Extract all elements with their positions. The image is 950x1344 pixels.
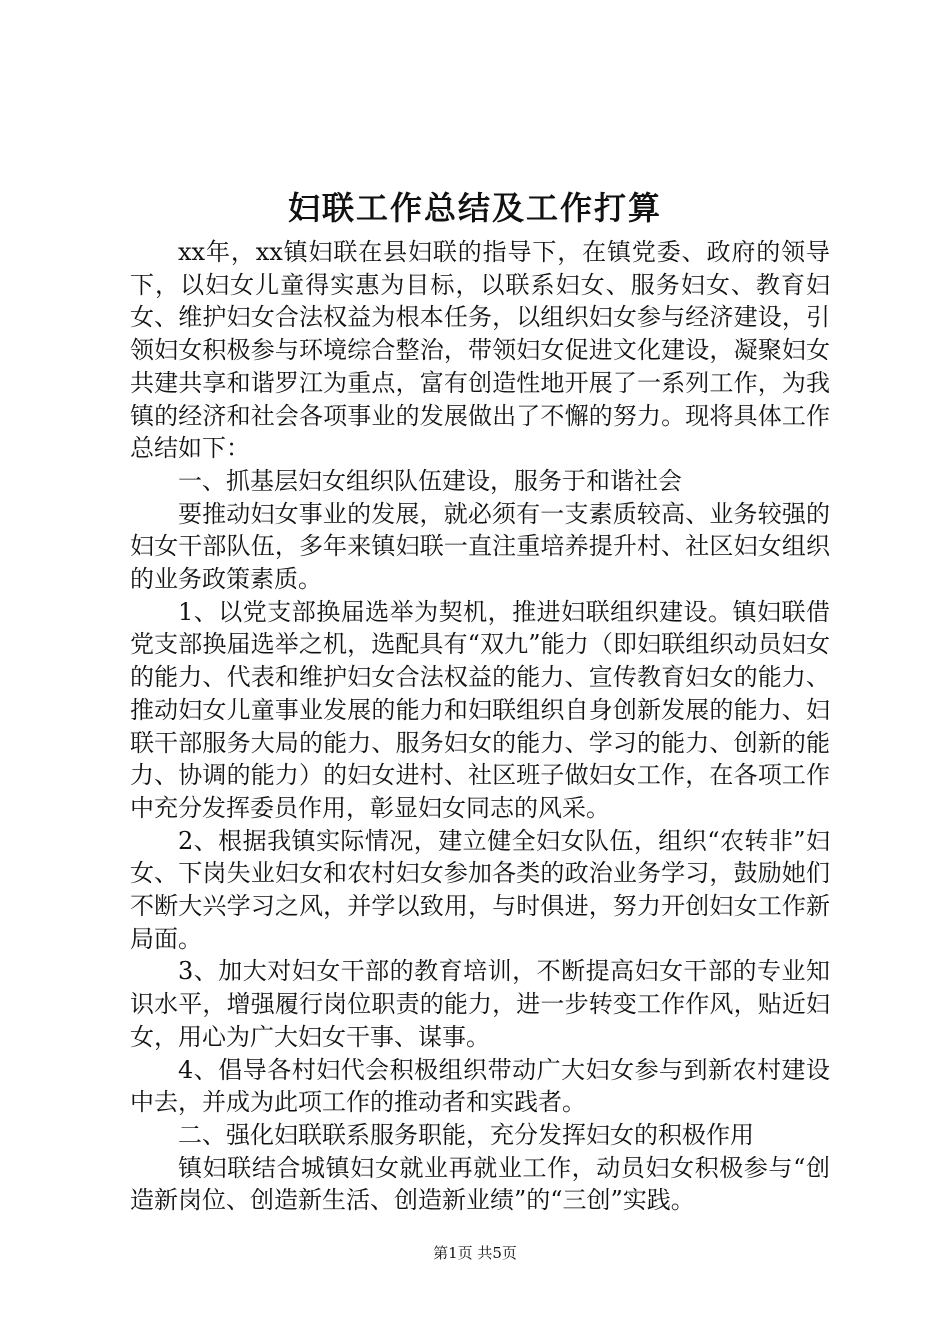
document-title: 妇联工作总结及工作打算 [287,189,662,227]
paragraph: 要推动妇女事业的发展，就必须有一支素质较高、业务较强的妇女干部队伍，多年来镇妇联一直注重培养提升村、社区妇女组织的业务政策素质。 [130,499,830,594]
list-item-3: 3、加大对妇女干部的教育培训，不断提高妇女干部的专业知识水平，增强履行岗位职责的能力，进一步转变工作作风，贴近妇女，用心为广大妇女干事、谋事。 [130,957,830,1051]
document-body [130,236,830,1217]
paragraph: 镇妇联结合城镇妇女就业再就业工作，动员妇女积极参与“创造新岗位、创造新生活、创造新业绩”的“三创”实践。 [130,1153,830,1215]
section-heading-1: 一、抓基层妇女组织队伍建设，服务于和谐社会 [178,466,682,495]
paragraph-intro: xx年，xx镇妇联在县妇联的指导下，在镇党委、政府的领导下，以妇女儿童得实惠为目标，以联系妇女、服务妇女、教育妇女、维护妇女合法权益为根本任务，以组织妇女参与经济建设，引领妇女积极参与环境综合整治，带领妇女促进文化建设，凝聚妇女共建共享和谐罗江为重点，富有创造性地开展了一系列工作，为我镇的经济和社会各项事业的发展做出了不懈的努力。现将具体工作总结如下： [130,238,830,463]
list-item-2: 2、根据我镇实际情况，建立健全妇女队伍，组织“农转非”妇女、下岗失业妇女和农村妇女参加各类的政治业务学习，鼓励她们不断大兴学习之风，并学以致用，与时俱进，努力开创妇女工作新局面。 [130,826,830,953]
section-heading-2: 二、强化妇联联系服务职能，充分发挥妇女的积极作用 [178,1120,754,1149]
page-number-footer: 第1页 共5页 [433,1244,517,1262]
list-item-4: 4、倡导各村妇代会积极组织带动广大妇女参与到新农村建设中去，并成为此项工作的推动者和实践者。 [130,1055,830,1117]
list-item-1: 1、以党支部换届选举为契机，推进妇联组织建设。镇妇联借党支部换届选举之机，选配具有“双九”能力（即妇联组织动员妇女的能力、代表和维护妇女合法权益的能力、宣传教育妇女的能力、推动妇女儿童事业发展的能力和妇联组织自身创新发展的能力、妇联干部服务大局的能力、服务妇女的能力、学习的能力、创新的能力、协调的能力）的妇女进村、社区班子做妇女工作，在各项工作中充分发挥委员作用，彰显妇女同志的风采。 [130,597,830,822]
